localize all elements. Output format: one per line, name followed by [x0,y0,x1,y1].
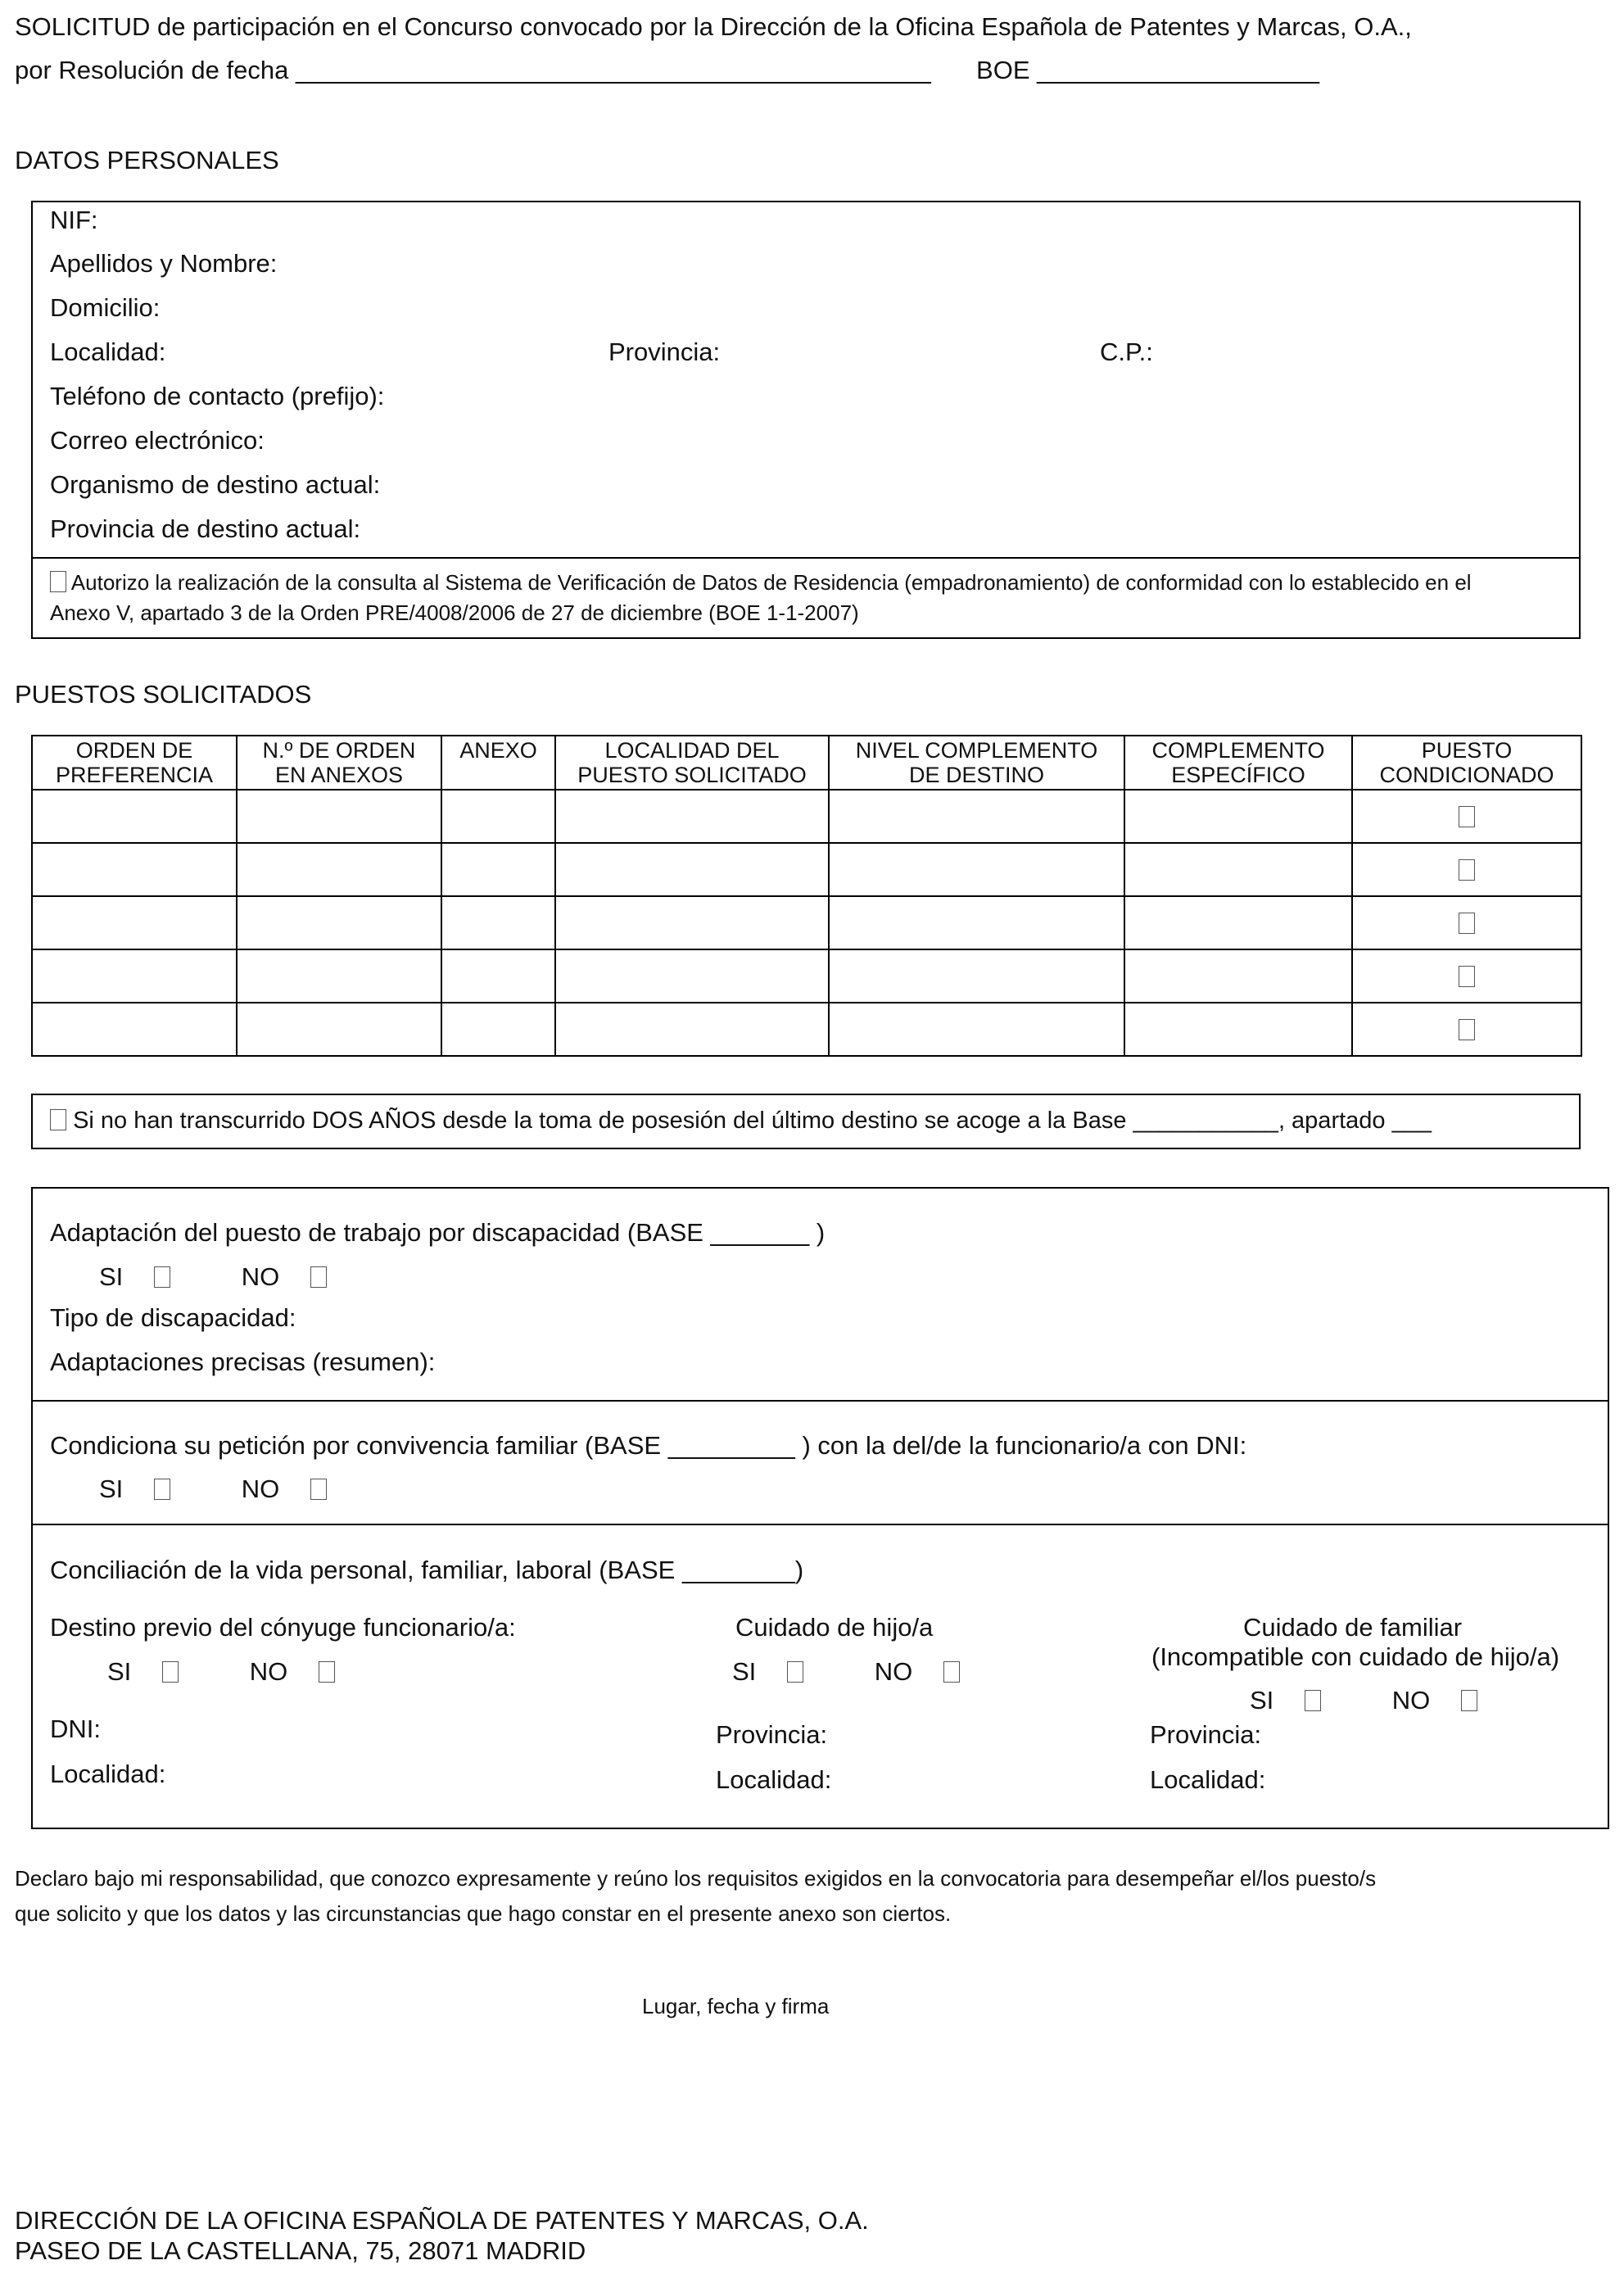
condicionado-checkbox[interactable] [1459,806,1475,827]
dos-anos-text: Si no han transcurrido DOS AÑOS desde la toma de posesión del último destino se acoge a la Base ___________, apartado ___ [73,1108,1432,1134]
table-cell[interactable] [441,790,555,843]
col-localidad: LOCALIDAD DEL PUESTO SOLICITADO [555,736,829,790]
adaptacion-no-checkbox[interactable] [310,1266,327,1288]
table-row [32,843,1581,896]
dos-anos-checkbox[interactable] [50,1109,66,1130]
table-row [32,1003,1581,1056]
conyuge-si-label: SI [107,1657,132,1686]
table-header-row [32,736,1581,790]
correo-field[interactable]: Correo electrónico: [50,426,265,455]
hijo-no-label: NO [874,1657,913,1686]
table-cell[interactable] [1124,1003,1352,1056]
table-cell[interactable] [829,790,1124,843]
familiar-title: Cuidado de familiar [1243,1613,1463,1642]
table-cell[interactable] [237,949,441,1003]
tipo-discapacidad-field[interactable]: Tipo de discapacidad: [50,1303,296,1332]
domicilio-field[interactable]: Domicilio: [50,293,161,322]
familiar-provincia-field[interactable]: Provincia: [1150,1720,1262,1749]
table-cell [1352,896,1581,949]
col-puesto-condicionado: PUESTO CONDICIONADO [1352,736,1581,790]
table-cell[interactable] [1124,790,1352,843]
table-row [32,790,1581,843]
table-cell[interactable] [237,843,441,896]
conyuge-dni-field[interactable]: DNI: [50,1715,101,1743]
conyuge-title: Destino previo del cónyuge funcionario/a: [50,1613,516,1642]
convivencia-title: Condiciona su petición por convivencia familiar (BASE _________ ) con la del/de la funcionario/a con DNI: [50,1431,1247,1460]
condicionado-checkbox[interactable] [1459,966,1475,987]
conciliacion-title: Conciliación de la vida personal, familiar, laboral (BASE ________) [50,1556,804,1584]
table-cell[interactable] [237,896,441,949]
table-cell[interactable] [237,790,441,843]
table-cell[interactable] [32,790,237,843]
table-cell [1352,949,1581,1003]
header-line1: SOLICITUD de participación en el Concurso convocado por la Dirección de la Oficina Española de Patentes y Marcas, O.A., [15,12,1412,41]
puestos-title: PUESTOS SOLICITADOS [15,680,312,709]
datos-personales-title: DATOS PERSONALES [15,146,279,174]
table-cell[interactable] [555,1003,829,1056]
familiar-options [1250,1686,1477,1715]
table-cell[interactable] [829,949,1124,1003]
table-cell[interactable] [32,1003,237,1056]
conyuge-no-checkbox[interactable] [319,1661,335,1683]
convivencia-no-label: NO [241,1474,280,1503]
provincia-field[interactable]: Provincia: [608,337,721,366]
autorizo-line2: Anexo V, apartado 3 de la Orden PRE/4008/2006 de 27 de diciembre (BOE 1-1-2007) [50,600,859,625]
table-cell[interactable] [1124,843,1352,896]
declaracion-line2: que solicito y que los datos y las circunstancias que hago constar en el presente anexo son ciertos. [15,1901,952,1926]
hijo-title: Cuidado de hijo/a [735,1613,934,1642]
col-nivel-complemento: NIVEL COMPLEMENTO DE DESTINO [829,736,1124,790]
table-cell[interactable] [32,896,237,949]
boe-field[interactable]: ____________________ [1037,56,1319,84]
familiar-no-label: NO [1391,1686,1431,1715]
table-row [32,896,1581,949]
familiar-si-label: SI [1250,1686,1274,1715]
footer-line2: PASEO DE LA CASTELLANA, 75, 28071 MADRID [15,2236,586,2265]
header-line2 [15,56,1319,85]
adaptacion-si-checkbox[interactable] [154,1266,170,1288]
condicionado-checkbox[interactable] [1459,1019,1475,1040]
puestos-table [31,735,1582,1057]
adaptacion-no-label: NO [241,1262,280,1291]
table-cell[interactable] [555,896,829,949]
hijo-si-label: SI [732,1657,757,1686]
adaptacion-options [99,1262,327,1292]
table-cell[interactable] [555,790,829,843]
firma-label: Lugar, fecha y firma [642,1994,830,2018]
col-anexo: ANEXO [441,736,555,790]
table-cell[interactable] [1124,949,1352,1003]
condicionado-checkbox[interactable] [1459,859,1475,881]
familiar-subtitle: (Incompatible con cuidado de hijo/a) [1151,1642,1560,1671]
table-cell [1352,790,1581,843]
table-cell[interactable] [829,896,1124,949]
table-cell[interactable] [441,843,555,896]
familiar-no-checkbox[interactable] [1461,1690,1477,1711]
table-cell[interactable] [829,1003,1124,1056]
table-cell [1352,843,1581,896]
resolucion-label: por Resolución de fecha [15,56,289,84]
convivencia-no-checkbox[interactable] [310,1479,327,1500]
col-complemento-especifico: COMPLEMENTO ESPECÍFICO [1124,736,1352,790]
conyuge-localidad-field[interactable]: Localidad: [50,1760,166,1788]
datos-personales-divider [31,557,1581,559]
table-cell[interactable] [441,1003,555,1056]
table-cell[interactable] [237,1003,441,1056]
hijo-localidad-field[interactable]: Localidad: [716,1765,832,1794]
autorizo-line1 [50,571,1472,596]
footer-line1: DIRECCIÓN DE LA OFICINA ESPAÑOLA DE PATENTES Y MARCAS, O.A. [15,2206,869,2235]
adaptaciones-field[interactable]: Adaptaciones precisas (resumen): [50,1348,436,1376]
familiar-localidad-field[interactable]: Localidad: [1150,1765,1266,1794]
adaptacion-title: Adaptación del puesto de trabajo por discapacidad (BASE _______ ) [50,1218,826,1247]
dos-anos-line [50,1108,1432,1135]
col-orden-preferencia: ORDEN DE PREFERENCIA [32,736,237,790]
telefono-field[interactable]: Teléfono de contacto (prefijo): [50,382,385,410]
apellidos-field[interactable]: Apellidos y Nombre: [50,249,278,278]
table-cell[interactable] [829,843,1124,896]
familiar-si-checkbox[interactable] [1305,1690,1321,1711]
table-row [32,949,1581,1003]
table-cell [1352,1003,1581,1056]
provincia-destino-field[interactable]: Provincia de destino actual: [50,514,361,543]
nif-field[interactable]: NIF: [50,206,98,234]
col-numero-orden: N.º DE ORDEN EN ANEXOS [237,736,441,790]
convivencia-options [99,1474,327,1504]
organismo-field[interactable]: Organismo de destino actual: [50,470,381,499]
hijo-no-checkbox[interactable] [943,1661,960,1683]
hijo-options [732,1657,960,1687]
conyuge-no-label: NO [249,1657,288,1686]
conyuge-si-checkbox[interactable] [162,1661,179,1683]
condiciones-divider-1 [31,1400,1609,1402]
adaptacion-si-label: SI [99,1262,124,1291]
table-cell[interactable] [555,949,829,1003]
declaracion-line1: Declaro bajo mi responsabilidad, que conozco expresamente y reúno los requisitos exigidos en la convocatoria para desempeñar el/los puesto/s [15,1866,1377,1891]
hijo-si-checkbox[interactable] [787,1661,803,1683]
resolucion-date-field[interactable]: _____________________________________________ [295,56,931,84]
table-cell[interactable] [32,949,237,1003]
conyuge-options [107,1657,335,1687]
table-cell[interactable] [441,949,555,1003]
convivencia-si-checkbox[interactable] [154,1479,170,1500]
autorizo-text: Autorizo la realización de la consulta al Sistema de Verificación de Datos de Residencia (empadronamiento) de conformidad con lo establecido en el [70,570,1472,595]
boe-label: BOE [976,56,1030,84]
table-cell[interactable] [32,843,237,896]
condiciones-divider-2 [31,1524,1609,1525]
convivencia-si-label: SI [99,1474,124,1503]
cp-field[interactable]: C.P.: [1100,337,1153,366]
table-cell[interactable] [441,896,555,949]
localidad-field[interactable]: Localidad: [50,337,166,366]
condicionado-checkbox[interactable] [1459,913,1475,934]
hijo-provincia-field[interactable]: Provincia: [716,1720,828,1749]
autorizo-checkbox[interactable] [50,571,66,592]
table-cell[interactable] [555,843,829,896]
table-cell[interactable] [1124,896,1352,949]
